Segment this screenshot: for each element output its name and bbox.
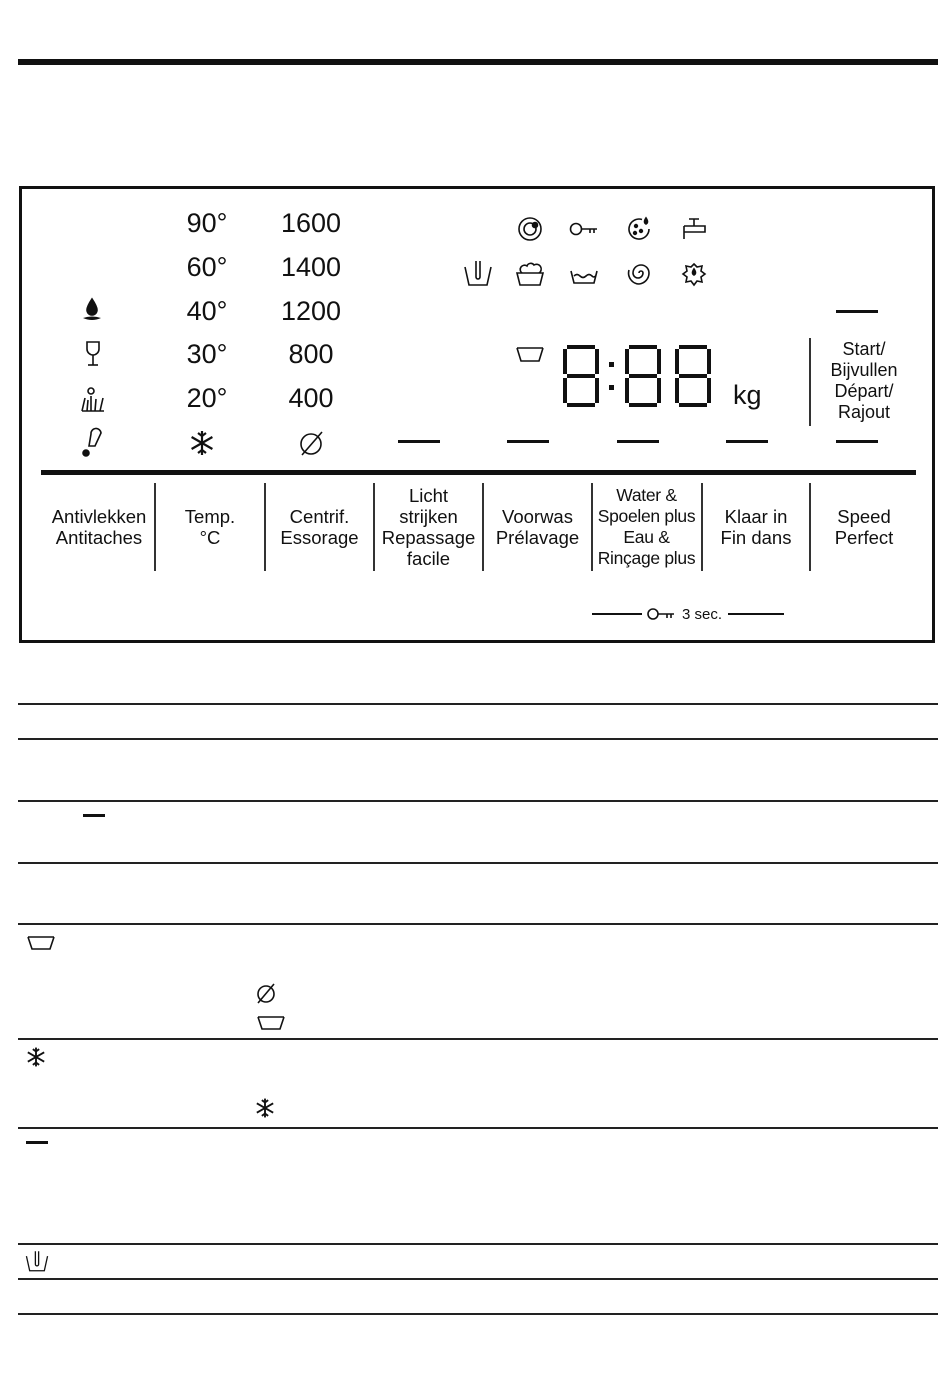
table-rule	[18, 862, 938, 864]
display-digit	[625, 345, 661, 407]
table-rule	[18, 1278, 938, 1280]
lipstick-icon	[78, 424, 108, 458]
control-panel	[19, 186, 935, 643]
table-rule	[18, 800, 938, 802]
no-spin-icon	[253, 981, 279, 1005]
table-rule	[18, 923, 938, 925]
temp-40: 40°	[186, 296, 228, 326]
spiral-icon	[623, 256, 655, 290]
display-digit	[563, 345, 599, 407]
soak-icon	[461, 256, 495, 290]
basin-icon	[254, 1012, 288, 1034]
lock-line-right	[728, 613, 784, 615]
start-indicator-dash	[836, 310, 878, 313]
time-display	[563, 345, 723, 407]
finish-in-indicator	[726, 440, 768, 443]
finish-in-button[interactable]: Klaar in Fin dans	[720, 506, 792, 548]
spin-1600: 1600	[280, 208, 342, 238]
lock-duration: 3 sec.	[682, 605, 723, 623]
basin-icon	[24, 932, 58, 954]
wine-glass-icon	[80, 339, 106, 369]
lock-line-left	[592, 613, 642, 615]
table-rule	[18, 1038, 938, 1040]
basin-bubbles-icon	[513, 256, 547, 290]
easy-iron-indicator	[398, 440, 440, 443]
speed-indicator	[836, 440, 878, 443]
spin-800: 800	[288, 339, 334, 369]
spin-button[interactable]: Centrif. Essorage	[280, 506, 359, 548]
easy-iron-button[interactable]: Licht strijken Repassage facile	[381, 485, 476, 569]
water-plus-button[interactable]: Water & Spoelen plus Eau & Rinçage plus	[597, 485, 696, 568]
table-rule	[18, 738, 938, 740]
key-icon	[567, 215, 601, 243]
weight-unit: kg	[733, 380, 762, 410]
temp-60: 60°	[186, 252, 228, 282]
key-icon	[642, 603, 680, 625]
child-lock-hint	[592, 602, 802, 626]
stain-button[interactable]: Antivlekken Antitaches	[51, 506, 147, 548]
no-spin-icon	[294, 426, 328, 460]
grass-icon	[78, 384, 108, 414]
header-rule	[18, 59, 938, 65]
drop-icon	[78, 296, 106, 324]
table-rule	[18, 703, 938, 705]
table-rule	[18, 1243, 938, 1245]
water-plus-indicator	[617, 440, 659, 443]
display-colon	[608, 345, 616, 407]
spin-1200: 1200	[280, 296, 342, 326]
target-dot-icon	[514, 213, 546, 245]
temp-button[interactable]: Temp. °C	[184, 506, 236, 548]
dots-spiral-icon	[623, 213, 655, 245]
dash-icon	[26, 1141, 48, 1144]
prewash-button[interactable]: Voorwas Prélavage	[495, 506, 580, 548]
table-rule	[18, 1127, 938, 1129]
speed-perfect-button[interactable]: Speed Perfect	[834, 506, 894, 548]
gear-drops-icon	[678, 256, 710, 290]
start-pause-button[interactable]: Start/ Bijvullen Départ/ Rajout	[830, 339, 898, 422]
dash-icon	[83, 814, 105, 817]
temp-90: 90°	[186, 208, 228, 238]
temp-30: 30°	[186, 339, 228, 369]
table-rule	[18, 1313, 938, 1315]
display-digit	[675, 345, 711, 407]
basin-waves-icon	[567, 258, 601, 290]
prewash-indicator	[507, 440, 549, 443]
panel-rule	[41, 470, 916, 475]
temp-20: 20°	[186, 383, 228, 413]
snowflake-icon	[252, 1095, 278, 1121]
snowflake-icon	[186, 427, 218, 459]
basin-icon	[513, 341, 547, 367]
soak-icon	[22, 1247, 52, 1275]
spin-1400: 1400	[280, 252, 342, 282]
tap-icon	[678, 213, 710, 245]
start-separator	[809, 338, 811, 426]
snowflake-icon	[23, 1044, 49, 1070]
spin-400: 400	[288, 383, 334, 413]
